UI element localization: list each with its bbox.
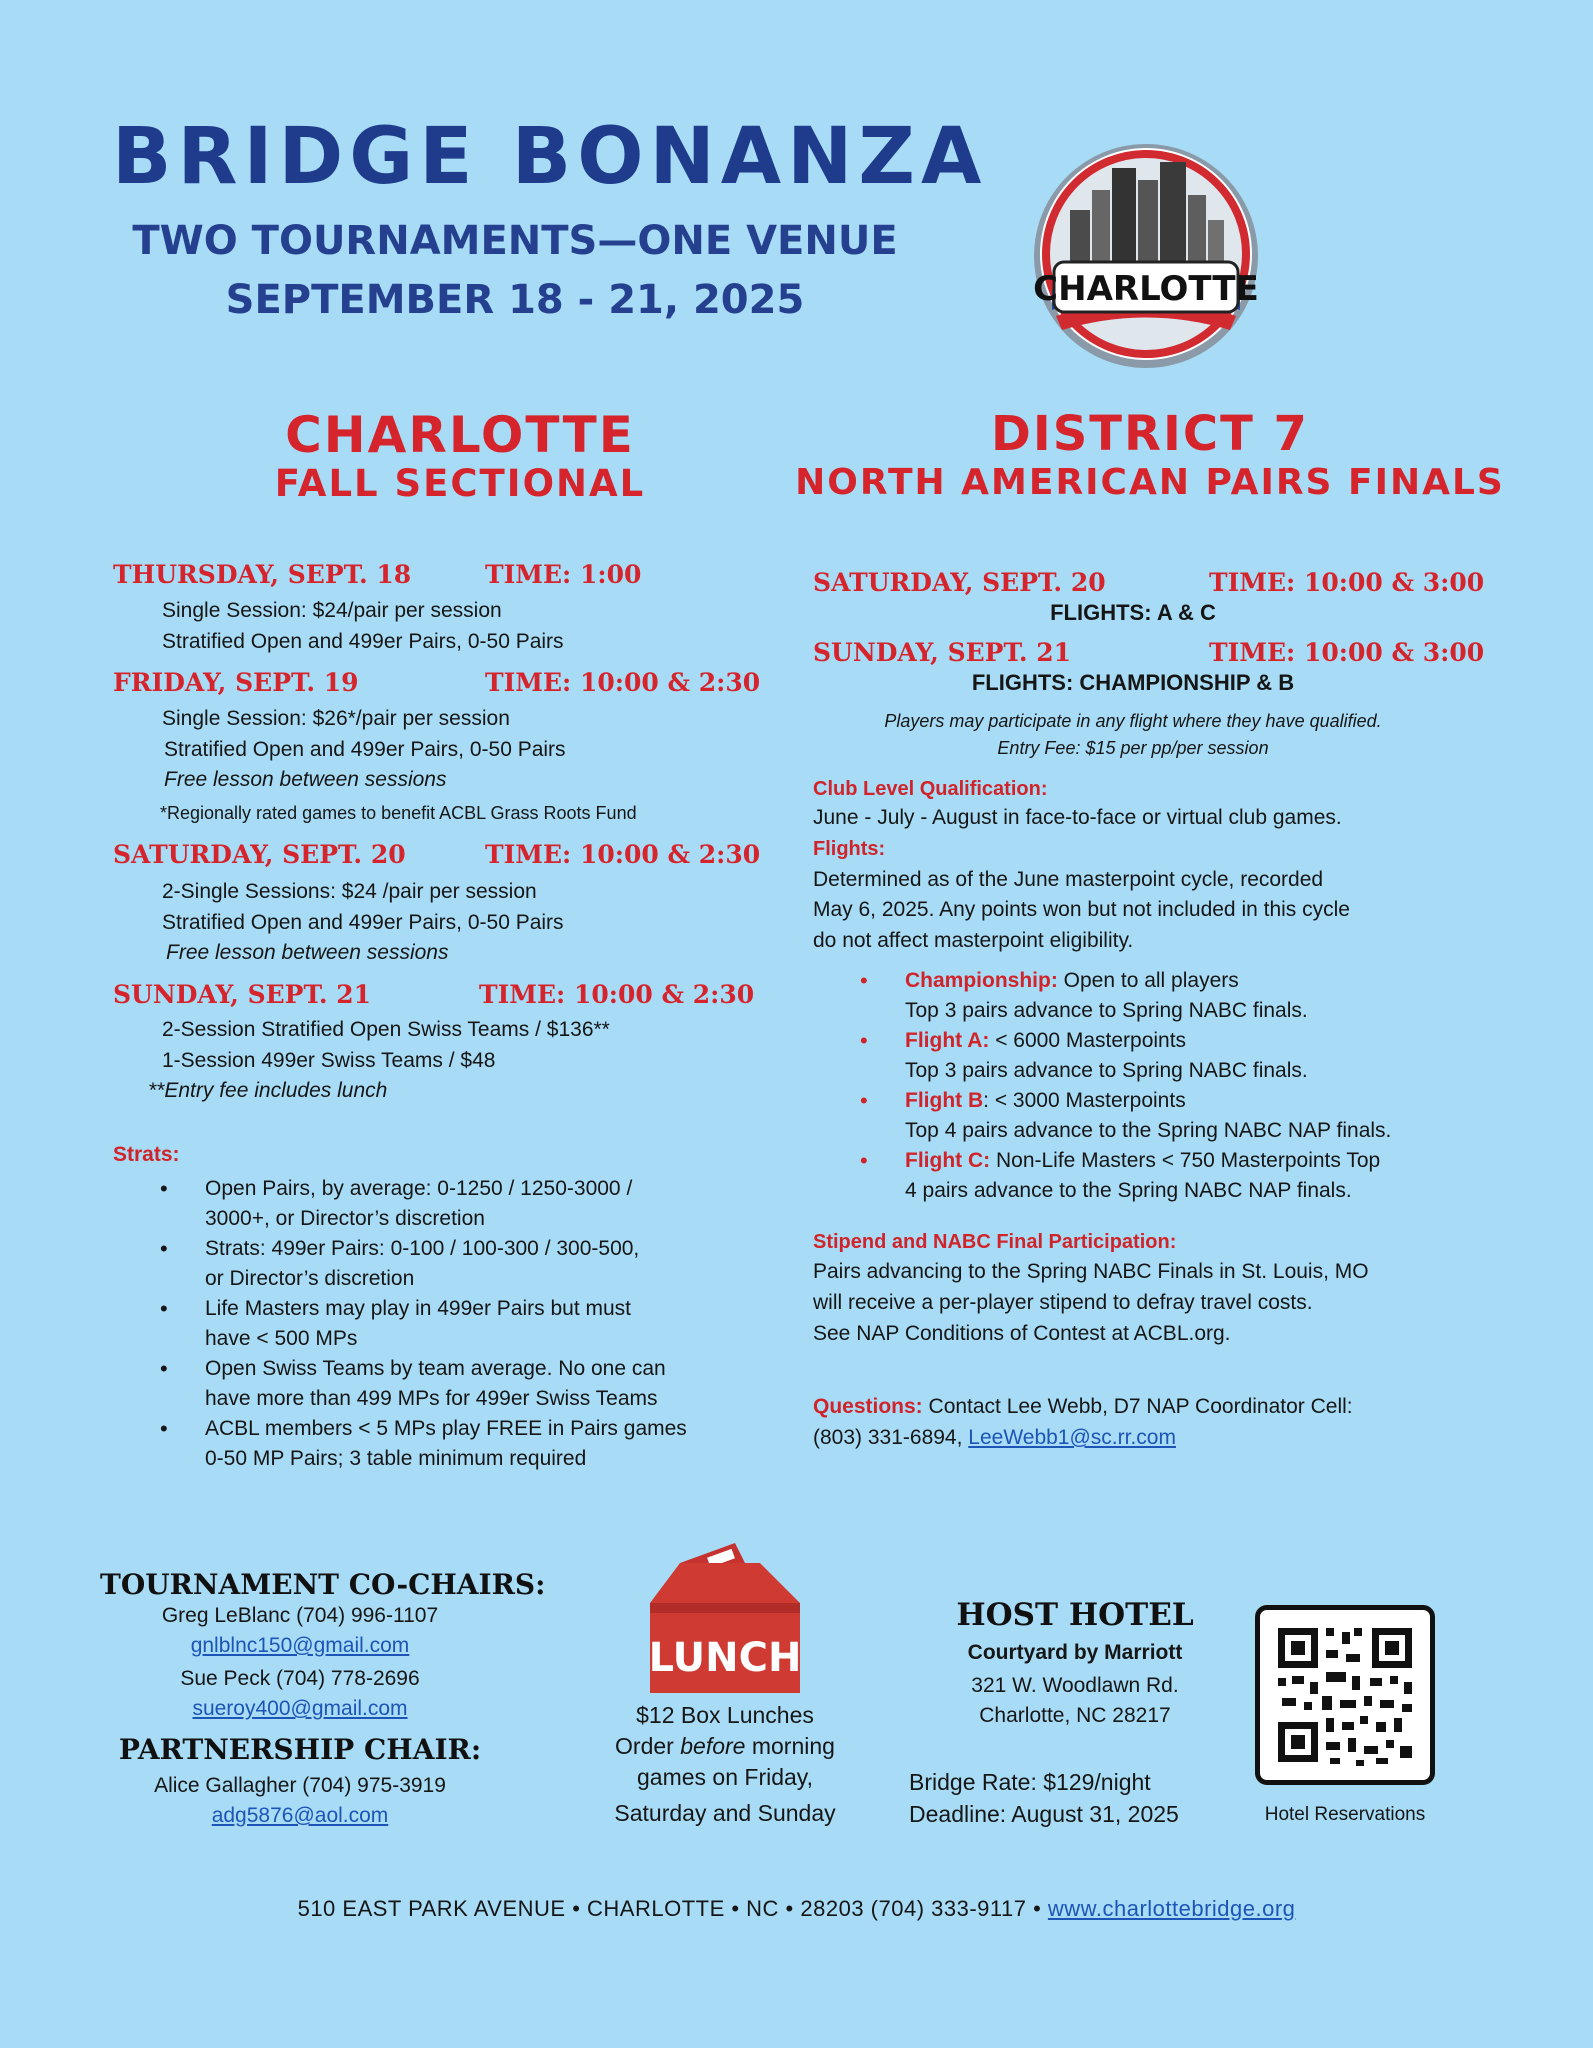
day-time: TIME: 10:00 & 3:00 (1209, 568, 1485, 597)
subtitle-venue: TWO TOURNAMENTS—ONE VENUE (132, 218, 898, 264)
day-line: 2-Session Stratified Open Swiss Teams / $136** (162, 1018, 610, 1041)
day-line: Single Session: $24/pair per session (162, 599, 502, 622)
nap-note-flight: Players may participate in any flight where they have qualified. (884, 711, 1382, 731)
flight-list (860, 966, 1520, 1206)
website-link[interactable]: www.charlottebridge.org (1047, 1896, 1296, 1921)
list-item: • ACBL members < 5 MPs play FREE in Pairs games 0-50 MP Pairs; 3 table minimum required (160, 1414, 720, 1474)
lunch-box-icon (640, 1543, 810, 1701)
flights-text: do not affect masterpoint eligibility. (813, 929, 1134, 952)
hotel-qr-code[interactable] (1255, 1605, 1435, 1785)
stipend-text: See NAP Conditions of Contest at ACBL.org. (813, 1322, 1231, 1345)
day-friday (113, 668, 761, 702)
logo-text: CHARLOTTE (1033, 269, 1259, 309)
cochair-1: Greg LeBlanc (704) 996-1107 (161, 1604, 439, 1627)
day-time: TIME: 10:00 & 2:30 (479, 980, 755, 1009)
day-line: 2-Single Sessions: $24 /pair per session (162, 880, 537, 903)
lunch-text: $12 Box Lunches (636, 1702, 814, 1728)
day-line: **Entry fee includes lunch (148, 1079, 388, 1102)
list-item: • Flight C: Non-Life Masters < 750 Masterpoints Top 4 pairs advance to the Spring NABC NAP finals. (860, 1146, 1520, 1206)
lunch-logo-text: LUNCH (648, 1635, 802, 1681)
qr-caption: Hotel Reservations (1264, 1804, 1426, 1825)
questions-contact: (803) 331-6894, LeeWebb1@sc.rr.com (813, 1426, 1176, 1449)
day-label: SATURDAY, SEPT. 20 (113, 840, 406, 869)
lunch-text: Order before morning (615, 1733, 835, 1759)
day-time: TIME: 10:00 & 2:30 (485, 668, 761, 697)
list-item: • Flight B: < 3000 Masterpoints Top 4 pairs advance to the Spring NABC NAP finals. (860, 1086, 1520, 1146)
cochair-1-email-link[interactable]: gnlblnc150@gmail.com (190, 1634, 410, 1657)
charlotte-logo (1030, 140, 1262, 372)
club-text: June - July - August in face-to-face or virtual club games. (813, 806, 1342, 829)
flights-label: Flights: (813, 838, 886, 860)
list-item: • Life Masters may play in 499er Pairs but must have < 500 MPs (160, 1294, 720, 1354)
left-heading-fall-sectional: FALL SECTIONAL (274, 462, 646, 505)
day-time: TIME: 10:00 & 3:00 (1209, 638, 1485, 667)
lunch-text: Saturday and Sunday (614, 1800, 836, 1826)
day-time: TIME: 1:00 (485, 560, 642, 589)
flights-text: May 6, 2025. Any points won but not included in this cycle (813, 898, 1350, 921)
day-label: THURSDAY, SEPT. 18 (113, 560, 412, 589)
right-heading-district: DISTRICT 7 (991, 406, 1309, 462)
list-item: • Open Pairs, by average: 0-1250 / 1250-3000 / 3000+, or Director’s discretion (160, 1174, 720, 1234)
list-item: • Championship: Open to all players Top 3 pairs advance to Spring NABC finals. (860, 966, 1520, 1026)
nap-day-sunday (813, 638, 1485, 672)
day-label: SUNDAY, SEPT. 21 (113, 980, 372, 1009)
list-item: • Flight A: < 6000 Masterpoints Top 3 pairs advance to Spring NABC finals. (860, 1026, 1520, 1086)
footer-address: 510 EAST PARK AVENUE • CHARLOTTE • NC • 28203 (704) 333-9117 • www.charlottebridge.org (297, 1896, 1296, 1921)
partnership-heading: PARTNERSHIP CHAIR: (118, 1733, 482, 1766)
day-line: Free lesson between sessions (164, 768, 447, 791)
partnership-email-link[interactable]: adg5876@aol.com (211, 1804, 389, 1827)
day-sunday (113, 980, 755, 1014)
hotel-rate: Bridge Rate: $129/night (909, 1769, 1151, 1795)
day-thursday (113, 560, 713, 594)
strats-label: Strats: (113, 1143, 180, 1166)
day-label: SUNDAY, SEPT. 21 (813, 638, 1072, 667)
subtitle-dates: SEPTEMBER 18 - 21, 2025 (225, 277, 805, 323)
left-heading-charlotte: CHARLOTTE (285, 406, 635, 464)
day-line: Stratified Open and 499er Pairs, 0-50 Pairs (162, 630, 564, 653)
day-label: SATURDAY, SEPT. 20 (813, 568, 1106, 597)
day-time: TIME: 10:00 & 2:30 (485, 840, 761, 869)
club-label: Club Level Qualification: (813, 778, 1048, 800)
flights-saturday: FLIGHTS: A & C (1050, 600, 1216, 625)
day-label: FRIDAY, SEPT. 19 (113, 668, 359, 697)
coordinator-email-link[interactable]: LeeWebb1@sc.rr.com (968, 1426, 1176, 1449)
lunch-text: games on Friday, (637, 1764, 813, 1790)
flights-text: Determined as of the June masterpoint cycle, recorded (813, 868, 1324, 891)
page-title: BRIDGE BONANZA (112, 112, 988, 202)
hotel-deadline: Deadline: August 31, 2025 (909, 1801, 1179, 1827)
day-line: 1-Session 499er Swiss Teams / $48 (162, 1049, 496, 1072)
stipend-text: will receive a per-player stipend to defray travel costs. (813, 1291, 1313, 1314)
nap-day-saturday (813, 568, 1485, 602)
list-item: • Open Swiss Teams by team average. No one can have more than 499 MPs for 499er Swiss Teams (160, 1354, 720, 1414)
cochair-2-email-link[interactable]: sueroy400@gmail.com (192, 1697, 408, 1720)
strats-list (160, 1174, 720, 1474)
hotel-address: 321 W. Woodlawn Rd. (971, 1674, 1179, 1697)
partnership-chair: Alice Gallagher (704) 975-3919 (154, 1774, 446, 1797)
hotel-name: Courtyard by Marriott (967, 1641, 1183, 1664)
day-line: Stratified Open and 499er Pairs, 0-50 Pairs (164, 738, 566, 761)
list-item: • Strats: 499er Pairs: 0-100 / 100-300 / 300-500, or Director’s discretion (160, 1234, 720, 1294)
flights-sunday: FLIGHTS: CHAMPIONSHIP & B (971, 670, 1295, 695)
right-heading-nap-finals: NORTH AMERICAN PAIRS FINALS (795, 462, 1505, 503)
hotel-heading: HOST HOTEL (956, 1597, 1194, 1633)
stipend-text: Pairs advancing to the Spring NABC Finals in St. Louis, MO (813, 1260, 1369, 1283)
day-line: Single Session: $26*/pair per session (162, 707, 510, 730)
hotel-address: Charlotte, NC 28217 (979, 1704, 1171, 1727)
stipend-label: Stipend and NABC Final Participation: (813, 1231, 1177, 1253)
questions-line: Questions: Contact Lee Webb, D7 NAP Coordinator Cell: (813, 1395, 1353, 1418)
day-line: Free lesson between sessions (166, 941, 449, 964)
day-line: Stratified Open and 499er Pairs, 0-50 Pairs (162, 911, 564, 934)
nap-note-fee: Entry Fee: $15 per pp/per session (997, 738, 1269, 758)
day-saturday (113, 840, 761, 874)
day-line: *Regionally rated games to benefit ACBL Grass Roots Fund (160, 803, 637, 823)
cochairs-heading: TOURNAMENT CO-CHAIRS: (100, 1568, 546, 1601)
cochair-2: Sue Peck (704) 778-2696 (180, 1667, 420, 1690)
